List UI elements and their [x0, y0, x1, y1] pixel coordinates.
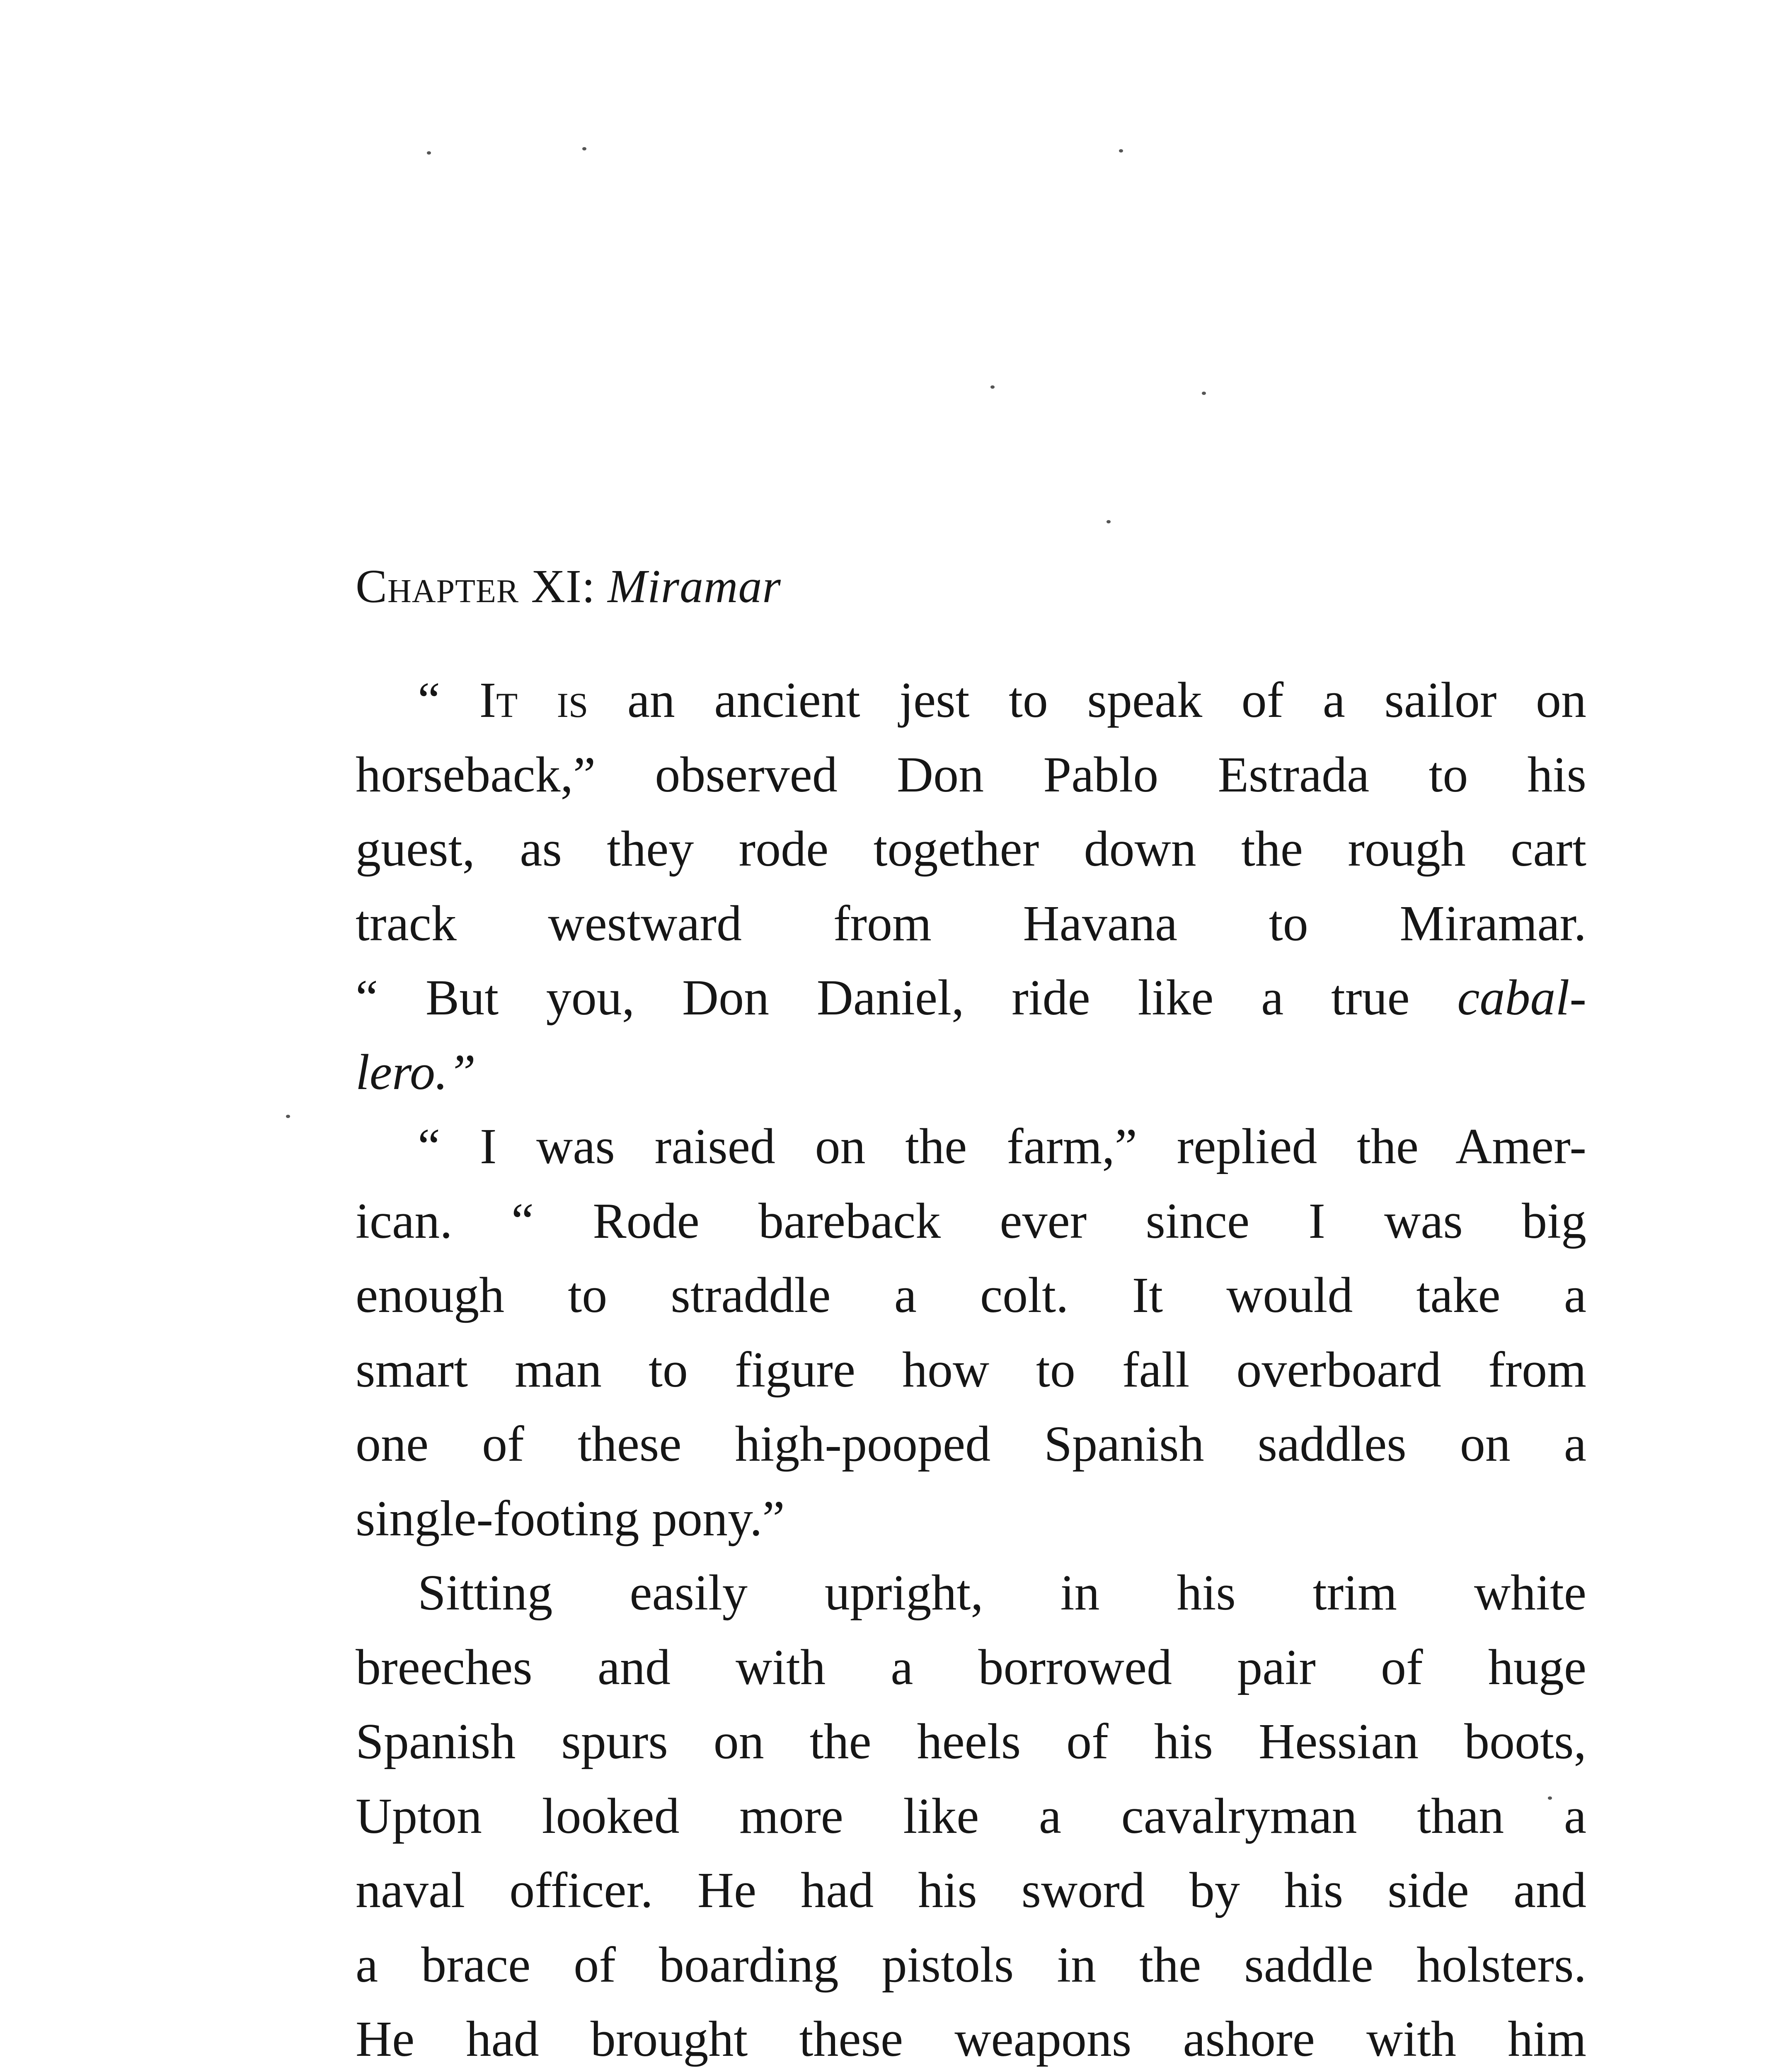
chapter-separator: :: [581, 560, 608, 612]
line-text: an ancient jest to speak of a sailor on: [588, 672, 1586, 728]
chapter-heading: [356, 555, 1586, 617]
scan-speck: [582, 147, 586, 150]
text-line: single-footing pony.”: [356, 1490, 785, 1547]
text-line: [356, 961, 1586, 1035]
paragraph-1: [356, 663, 1586, 1109]
line-quote: “: [418, 672, 479, 728]
text-line: track westward from Havana to Miramar.: [356, 895, 1586, 951]
text-line: guest, as they rode together down the rough cart: [356, 821, 1586, 877]
scan-speck: [1119, 149, 1123, 152]
scan-speck: [427, 151, 431, 155]
text-line: He had brought these weapons ashore with him: [356, 2011, 1586, 2067]
text-line: horseback,” observed Don Pablo Estrada to his: [356, 746, 1586, 803]
scan-speck: [1202, 392, 1206, 395]
text-line: [356, 1035, 1586, 1110]
text-line: smart man to figure how to fall overboard from: [356, 1341, 1586, 1398]
line-small-caps: It is: [479, 672, 588, 728]
page-text: [356, 555, 1586, 2072]
text-line: Sitting easily upright, in his trim white: [418, 1565, 1586, 1621]
text-line: ican. “ Rode bareback ever since I was big: [356, 1193, 1586, 1249]
line-italic: cabal-: [1457, 970, 1586, 1026]
chapter-label: Chapter XI: [356, 560, 582, 612]
text-line: one of these high-pooped Spanish saddles on a: [356, 1416, 1586, 1472]
text-line: Upton looked more like a cavalryman than a: [356, 1788, 1586, 1844]
paragraph-2: [356, 1109, 1586, 1556]
scan-speck: [990, 385, 995, 389]
line-text: “ But you, Don Daniel, ride like a true: [356, 970, 1458, 1026]
text-line: a brace of boarding pistols in the saddle holsters.: [356, 1936, 1586, 1993]
scan-speck: [286, 1115, 290, 1118]
paragraph-3: [356, 1556, 1586, 2072]
scan-speck: [1106, 520, 1111, 523]
text-line: [356, 663, 1586, 738]
text-line: “ I was raised on the farm,” replied the Amer-: [418, 1118, 1586, 1174]
text-line: breeches and with a borrowed pair of huge: [356, 1639, 1586, 1695]
chapter-title: Miramar: [608, 560, 781, 612]
line-italic: lero.”: [356, 1044, 476, 1100]
text-line: enough to straddle a colt. It would take a: [356, 1267, 1586, 1323]
text-line: naval officer. He had his sword by his side and: [356, 1862, 1586, 1918]
text-line: Spanish spurs on the heels of his Hessian boots,: [356, 1714, 1586, 1769]
